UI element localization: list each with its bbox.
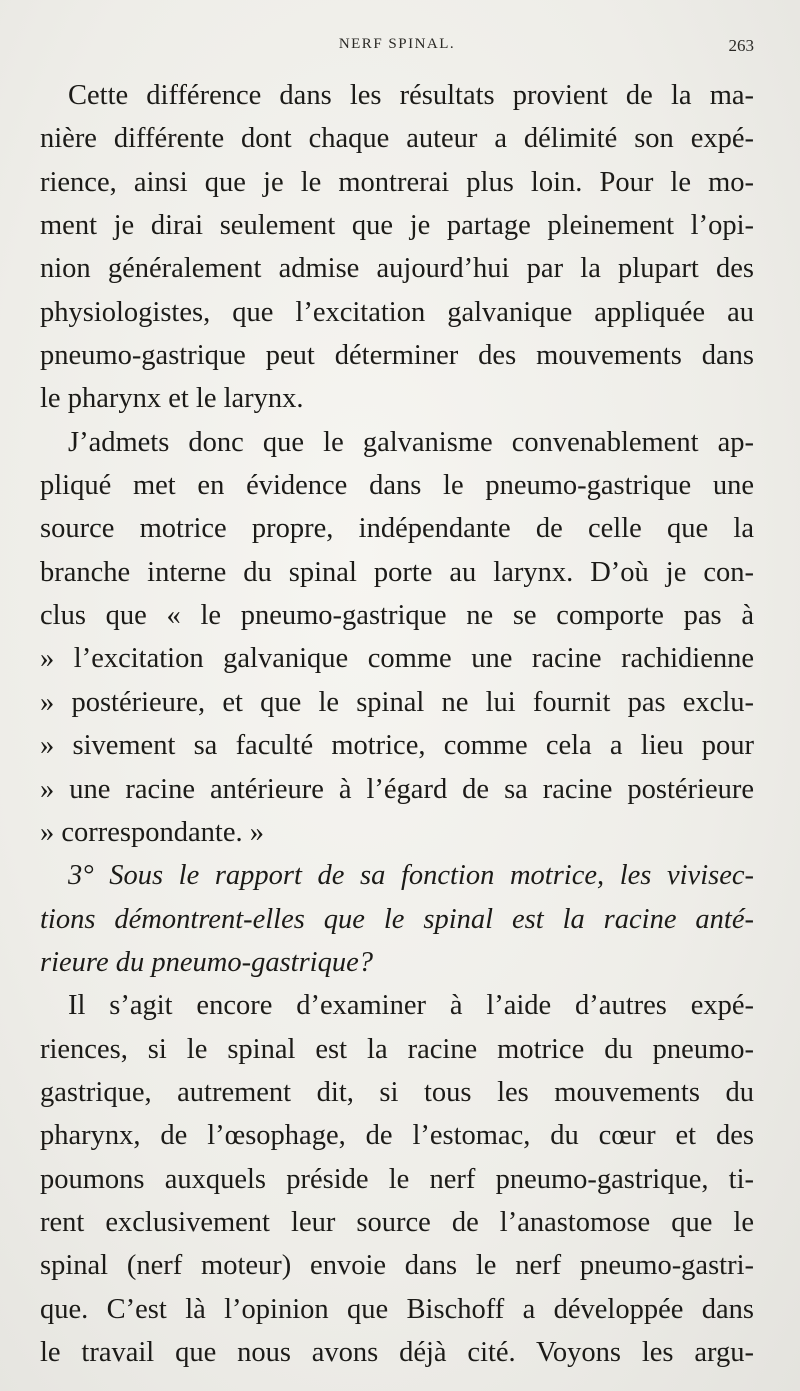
text-line: spinal (nerf moteur) envoie dans le nerf pneumo-gastri-: [40, 1250, 754, 1282]
text-line: branche interne du spinal porte au larynx. D’où je con-: [40, 556, 754, 588]
page-header: [40, 36, 754, 60]
section-heading-line: 3° Sous le rapport de sa fonction motrice, les vivisec-: [68, 860, 754, 892]
text-line: rent exclusivement leur source de l’anastomose que le: [40, 1206, 754, 1238]
text-line: » correspondante. »: [40, 816, 264, 848]
text-line: nion généralement admise aujourd’hui par la plupart des: [40, 253, 754, 285]
text-line: le pharynx et le larynx.: [40, 383, 304, 415]
text-line: rience, ainsi que je le montrerai plus loin. Pour le mo-: [40, 166, 754, 198]
text-line: clus que « le pneumo-gastrique ne se comporte pas à: [40, 600, 754, 632]
body-text: [40, 74, 754, 1374]
text-line: » postérieure, et que le spinal ne lui fournit pas exclu-: [40, 686, 754, 718]
text-line: » sivement sa faculté motrice, comme cela a lieu pour: [40, 730, 754, 762]
text-line: source motrice propre, indépendante de celle que la: [40, 513, 754, 545]
text-line: » l’excitation galvanique comme une racine rachidienne: [40, 643, 754, 675]
text-line: J’admets donc que le galvanisme convenablement ap-: [68, 426, 754, 458]
text-line: pliqué met en évidence dans le pneumo-gastrique une: [40, 470, 754, 502]
text-line: le travail que nous avons déjà cité. Voyons les argu-: [40, 1336, 754, 1368]
text-line: ment je dirai seulement que je partage pleinement l’opi-: [40, 210, 754, 242]
text-line: pharynx, de l’œsophage, de l’estomac, du cœur et des: [40, 1120, 754, 1152]
text-line: physiologistes, que l’excitation galvanique appliquée au: [40, 296, 754, 328]
text-line: riences, si le spinal est la racine motrice du pneumo-: [40, 1033, 754, 1065]
text-line: nière différente dont chaque auteur a délimité son expé-: [40, 123, 754, 155]
section-heading-line: tions démontrent-elles que le spinal est la racine anté-: [40, 903, 754, 935]
text-line: Il s’agit encore d’examiner à l’aide d’autres expé-: [68, 990, 754, 1022]
text-line: poumons auxquels préside le nerf pneumo-gastrique, ti-: [40, 1163, 754, 1195]
text-line: gastrique, autrement dit, si tous les mouvements du: [40, 1076, 754, 1108]
text-line: pneumo-gastrique peut déterminer des mouvements dans: [40, 340, 754, 372]
running-head: NERF SPINAL.: [338, 36, 456, 52]
section-heading-line: rieure du pneumo-gastrique?: [40, 946, 373, 978]
text-line: » une racine antérieure à l’égard de sa racine postérieure: [40, 773, 754, 805]
page-number: 263: [728, 36, 754, 55]
text-line: que. C’est là l’opinion que Bischoff a développée dans: [40, 1293, 754, 1325]
text-line: Cette différence dans les résultats provient de la ma-: [68, 80, 754, 111]
